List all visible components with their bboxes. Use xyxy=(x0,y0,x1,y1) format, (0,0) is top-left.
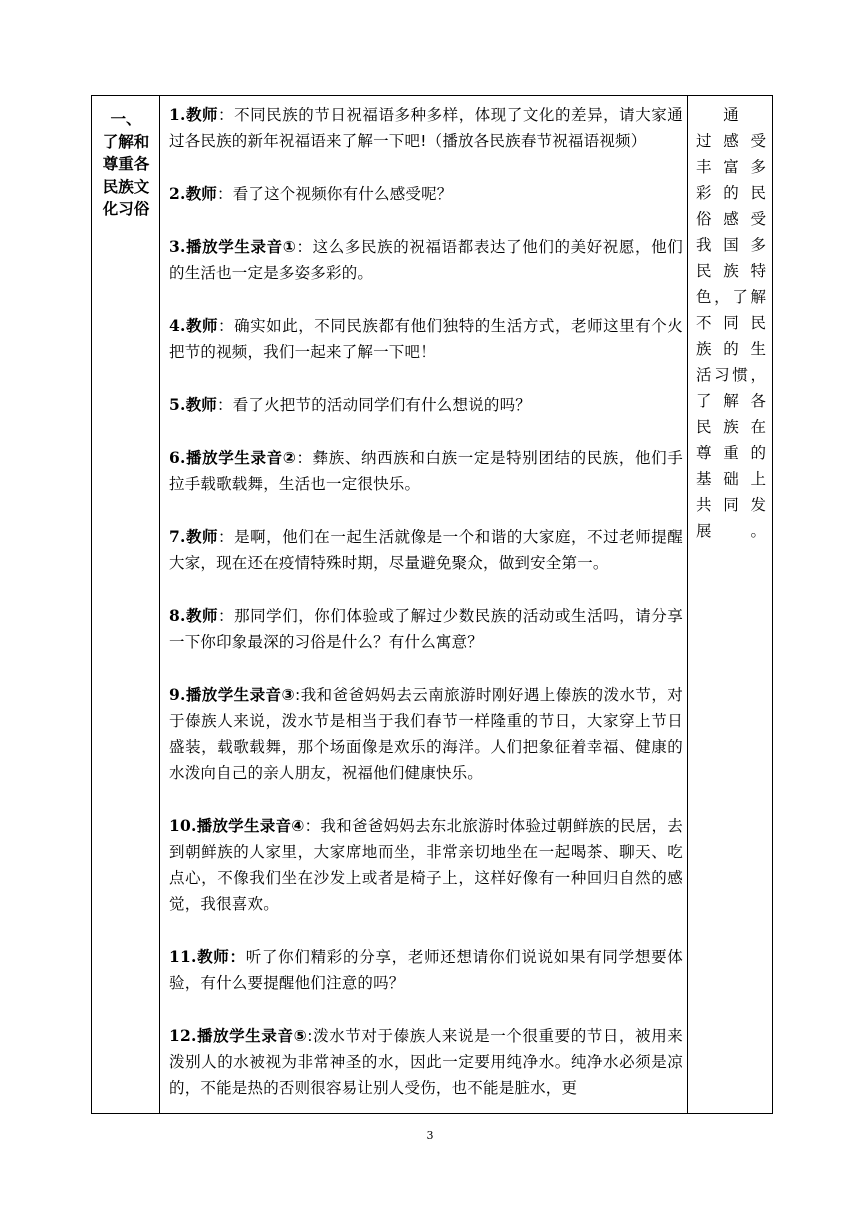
speaker-separator: ： xyxy=(218,607,235,625)
speaker-separator: ： xyxy=(217,396,233,414)
lesson-table xyxy=(91,95,773,1114)
speaker-label: 教师 xyxy=(185,185,217,203)
speaker-label: 教师 xyxy=(185,106,219,124)
activity-paragraph xyxy=(169,313,683,365)
speaker-label: 播放学生录音③ xyxy=(185,686,296,704)
paragraph-number: 10. xyxy=(169,816,197,835)
speaker-separator: ： xyxy=(217,185,233,203)
activity-paragraph xyxy=(169,234,683,286)
paragraph-text: 不同民族的节日祝福语多种多样，体现了文化的差异，请大家通过各民族的新年祝福语来了解一下吧!（播放各民族春节祝福语视频） xyxy=(169,106,683,150)
intent-line: 展 。 xyxy=(696,522,766,540)
paragraph-text: 这么多民族的祝福语都表达了他们的美好祝愿，他们的生活也一定是多姿多彩的。 xyxy=(169,238,683,282)
paragraph-number: 4. xyxy=(169,316,186,335)
activity-paragraph xyxy=(169,603,683,655)
topic-line: 了解和 xyxy=(102,132,150,151)
intent-line: 共 同 发 xyxy=(696,496,766,514)
speaker-separator: : xyxy=(307,1027,313,1045)
activity-paragraph xyxy=(169,1023,683,1101)
intent-line: 我 国 多 xyxy=(696,236,766,254)
paragraph-text: 我和爸爸妈妈去东北旅游时体验过朝鲜族的民居，去到朝鲜族的人家里，大家席地而坐，非常亲切地坐在一起喝茶、聊天、吃点心，不像我们坐在沙发上或者是椅子上，这样好像有一种回归自然的感觉，我很喜欢。 xyxy=(169,817,683,913)
speaker-label: 播放学生录音⑤ xyxy=(196,1027,308,1045)
paragraph-text: 确实如此，不同民族都有他们独特的生活方式，老师这里有个火把节的视频，我们一起来了解一下吧！ xyxy=(169,317,683,361)
paragraph-number: 11. xyxy=(169,947,197,966)
intent-line: 过 感 受 xyxy=(696,132,766,150)
paragraph-number: 3. xyxy=(169,237,186,256)
topic-line: 尊重各 xyxy=(102,155,150,173)
activity-paragraph xyxy=(169,682,683,786)
intent-line: 族 的 生 xyxy=(696,340,766,358)
paragraph-number: 1. xyxy=(169,105,186,124)
speaker-separator: ： xyxy=(304,817,321,835)
paragraph-number: 8. xyxy=(169,606,186,625)
activity-paragraph xyxy=(169,524,683,576)
activity-paragraph xyxy=(169,102,683,154)
speaker-separator: ： xyxy=(218,106,235,124)
intent-line: 色 ， 了 解 xyxy=(696,288,766,306)
paragraph-text: 泼水节对于傣族人来说是一个很重要的节日，被用来泼别人的水被视为非常神圣的水，因此一定要用纯净水。纯净水必须是凉的，不能是热的否则很容易让别人受伤，也不能是脏水，更 xyxy=(169,1027,683,1097)
paragraph-number: 7. xyxy=(169,527,186,546)
paragraph-number: 6. xyxy=(169,448,186,467)
speaker-label: 播放学生录音② xyxy=(185,449,297,467)
column-divider xyxy=(159,96,160,1113)
paragraph-text: 我和爸爸妈妈去云南旅游时刚好遇上傣族的泼水节，对于傣族人来说，泼水节是相当于我们春节一样隆重的节日，大家穿上节日盛装，载歌载舞，那个场面像是欢乐的海洋。人们把象征着幸福、健康的水泼向自己的亲人朋友，祝福他们健康快乐。 xyxy=(169,686,683,782)
intent-line: 不 同 民 xyxy=(696,314,766,332)
intent-line: 俗 感 受 xyxy=(696,210,766,228)
intent-line: 活 习 惯 ， xyxy=(696,366,766,384)
speaker-separator: : xyxy=(295,686,301,704)
speaker-label: 播放学生录音① xyxy=(185,238,297,256)
paragraph-text: 听了你们精彩的分享，老师还想请你们说说如果有同学想要体验，有什么要提醒他们注意的吗？ xyxy=(169,948,683,992)
paragraph-number: 2. xyxy=(169,184,186,203)
paragraph-number: 12. xyxy=(169,1026,197,1045)
speaker-label: 教师 xyxy=(185,528,219,546)
paragraph-text: 彝族、纳西族和白族一定是特别团结的民族，他们手拉手载歌载舞，生活也一定很快乐。 xyxy=(169,449,683,493)
speaker-label: 播放学生录音④ xyxy=(196,817,305,835)
intent-line: 通 xyxy=(723,106,739,124)
topic-line: 一、 xyxy=(110,110,142,128)
paragraph-text: 是啊，他们在一起生活就像是一个和谐的大家庭，不过老师提醒大家，现在还在疫情特殊时期，尽量避免聚众，做到安全第一。 xyxy=(169,528,683,572)
speaker-separator: ： xyxy=(296,238,313,256)
intent-cell xyxy=(696,102,766,544)
activity-paragraph xyxy=(169,445,683,497)
activity-paragraph xyxy=(169,392,683,418)
speaker-label: 教师 xyxy=(185,607,219,625)
topic-cell xyxy=(94,108,158,221)
speaker-separator: ： xyxy=(296,449,313,467)
activity-paragraph xyxy=(169,181,683,207)
paragraph-number: 5. xyxy=(169,395,186,414)
activity-paragraph xyxy=(169,944,683,996)
topic-line: 民族文 xyxy=(102,177,150,196)
speaker-label: 教师： xyxy=(196,948,246,966)
topic-line: 化习俗 xyxy=(102,200,150,218)
activity-paragraph xyxy=(169,813,683,917)
speaker-separator: ： xyxy=(218,528,235,546)
speaker-label: 教师 xyxy=(185,396,217,414)
intent-line: 丰 富 多 xyxy=(696,158,766,176)
paragraph-text: 看了火把节的活动同学们有什么想说的吗？ xyxy=(232,396,532,414)
activity-cell xyxy=(169,102,683,1128)
speaker-separator: ： xyxy=(218,317,235,335)
page-number: 3 xyxy=(426,1129,434,1142)
intent-line: 民 族 特 xyxy=(696,262,766,280)
intent-line: 彩 的 民 xyxy=(696,184,766,202)
intent-line: 民 族 在 xyxy=(696,418,766,436)
paragraph-number: 9. xyxy=(169,685,186,704)
intent-line: 基 础 上 xyxy=(696,470,766,488)
column-divider xyxy=(687,96,688,1113)
speaker-label: 教师 xyxy=(185,317,219,335)
intent-line: 了 解 各 xyxy=(696,392,766,410)
intent-line: 尊 重 的 xyxy=(696,444,766,462)
paragraph-text: 看了这个视频你有什么感受呢？ xyxy=(232,185,453,203)
paragraph-text: 那同学们，你们体验或了解过少数民族的活动或生活吗，请分享一下你印象最深的习俗是什么？有什么寓意？ xyxy=(169,607,683,651)
